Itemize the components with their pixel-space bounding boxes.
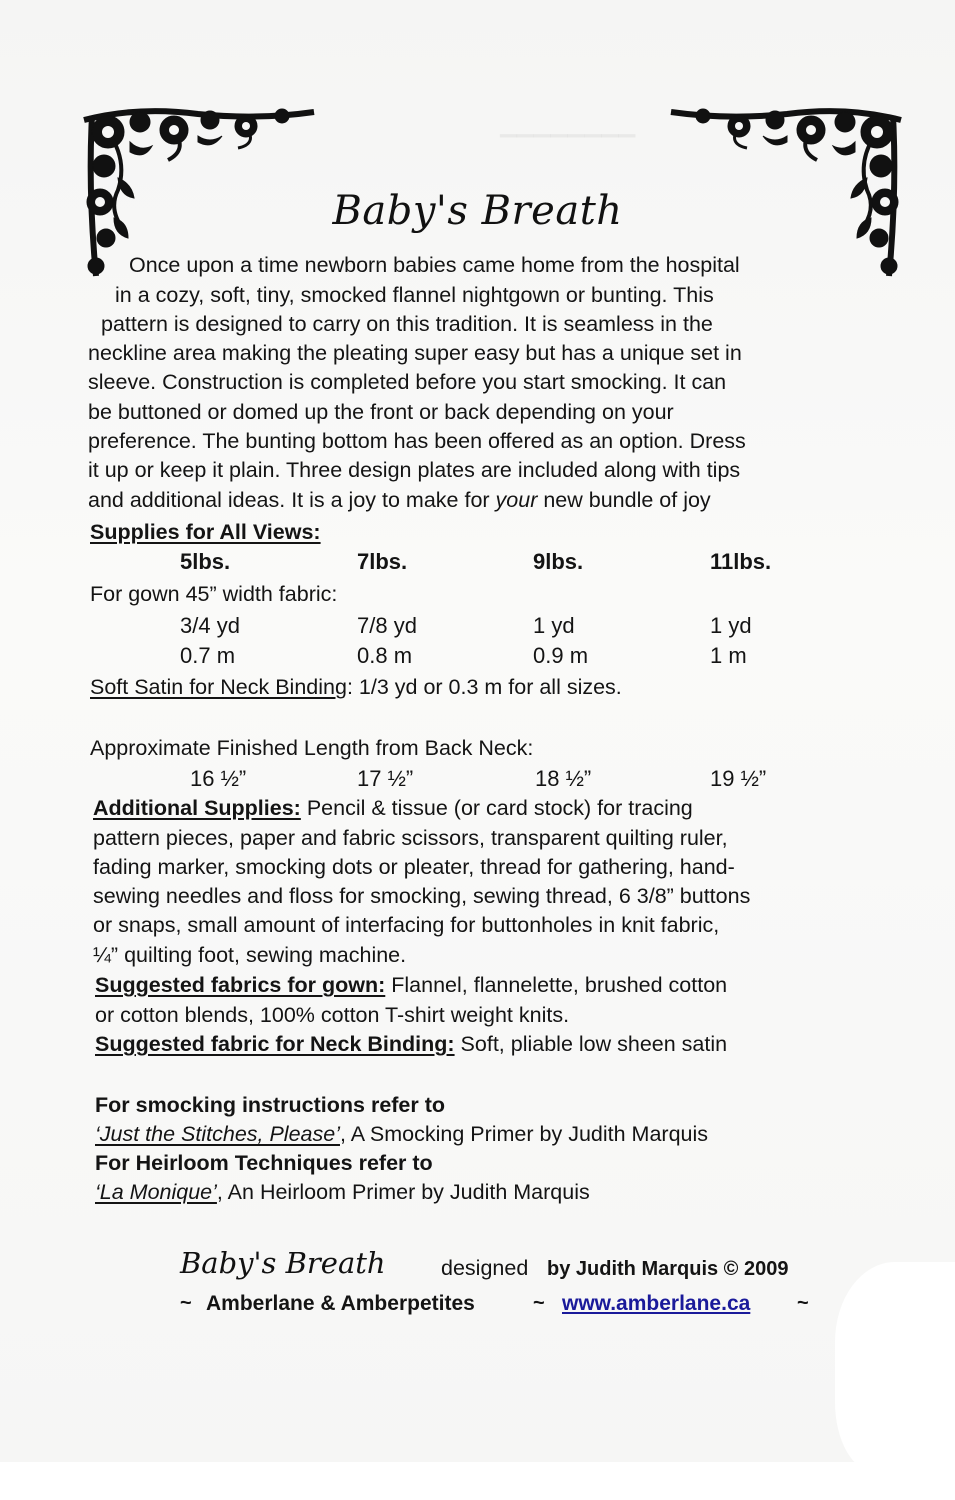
size-header: 9lbs. <box>533 549 584 574</box>
gown-yd: 1 yd <box>710 613 752 638</box>
intro-line: it up or keep it plain. Three design plates are included along with tips <box>88 458 741 482</box>
footer-credit: by Judith Marquis © 2009 <box>547 1258 789 1280</box>
gown-yd: 3/4 yd <box>180 613 240 638</box>
heirloom-ref-heading: For Heirloom Techniques refer to <box>95 1151 433 1175</box>
additional-line: fading marker, smocking dots or pleater, thread for gathering, hand- <box>93 855 735 879</box>
gown-yd: 7/8 yd <box>357 613 417 638</box>
website-link[interactable]: www.amberlane.ca <box>562 1292 751 1315</box>
fabrics-line: Suggested fabrics for gown: Flannel, flannelette, brushed cotton <box>95 973 728 997</box>
heirloom-book-title: ‘La Monique’ <box>95 1180 217 1204</box>
intro-line: neckline area making the pleating super easy but has a unique set in <box>88 341 742 365</box>
smocking-book-title: ‘Just the Stitches, Please’ <box>95 1122 340 1146</box>
footer-tilde: ~ <box>180 1292 192 1314</box>
footer-script-title: Baby's Breath <box>180 1246 386 1280</box>
gown-m: 0.8 m <box>357 643 413 668</box>
length-value: 16 ½” <box>190 766 247 791</box>
additional-line: sewing needles and floss for smocking, sewing thread, 6 3/8” buttons <box>93 884 751 908</box>
fabrics-heading: Suggested fabrics for gown: <box>95 973 386 997</box>
scan-edge <box>0 1462 955 1500</box>
footer-tilde: ~ <box>533 1292 545 1314</box>
intro-line: preference. The bunting bottom has been offered as an option. Dress <box>88 429 746 453</box>
binding-line: Suggested fabric for Neck Binding: Soft, pliable low sheen satin <box>95 1032 728 1056</box>
satin-label: Soft Satin for Neck Binding <box>90 675 347 699</box>
length-value: 18 ½” <box>535 766 592 791</box>
supplies-heading: Supplies for All Views: <box>90 520 321 544</box>
gown-fabric-label: For gown 45” width fabric: <box>90 582 338 606</box>
page-title: Baby's Breath <box>332 188 623 234</box>
length-label: Approximate Finished Length from Back Neck: <box>90 736 534 760</box>
footer-tilde: ~ <box>797 1292 809 1314</box>
intro-line: Once upon a time newborn babies came home from the hospital <box>129 253 740 277</box>
additional-line: pattern pieces, paper and fabric scissors, transparent quilting ruler, <box>93 826 728 850</box>
size-header: 5lbs. <box>180 549 231 574</box>
gown-m: 0.9 m <box>533 643 589 668</box>
footer-designed: designed <box>441 1256 529 1280</box>
gown-yd: 1 yd <box>533 613 575 638</box>
torn-edge <box>835 1262 955 1472</box>
heirloom-ref: ‘La Monique’, An Heirloom Primer by Judith Marquis <box>95 1180 590 1204</box>
smocking-ref: ‘Just the Stitches, Please’, A Smocking Primer by Judith Marquis <box>95 1122 709 1146</box>
intro-line: be buttoned or domed up the front or back depending on your <box>88 400 674 424</box>
intro-line: in a cozy, soft, tiny, smocked flannel nightgown or bunting. This <box>115 283 714 307</box>
footer-company: Amberlane & Amberpetites <box>206 1292 475 1315</box>
gown-m: 1 m <box>710 643 747 668</box>
binding-heading: Suggested fabric for Neck Binding: <box>95 1032 455 1056</box>
intro-line-last: and additional ideas. It is a joy to make for your new bundle of joy <box>88 488 711 512</box>
bleed-through: ▁▁▁▁▁▁▁▁ <box>500 112 636 137</box>
size-header: 7lbs. <box>357 549 408 574</box>
fabrics-line: or cotton blends, 100% cotton T-shirt weight knits. <box>95 1003 570 1027</box>
satin-line: Soft Satin for Neck Binding: 1/3 yd or 0.3 m for all sizes. <box>90 675 622 699</box>
additional-line: ¼” quilting foot, sewing machine. <box>93 943 407 967</box>
length-value: 19 ½” <box>710 766 767 791</box>
intro-line: sleeve. Construction is completed before you start smocking. It can <box>88 370 727 394</box>
additional-line: or snaps, small amount of interfacing for buttonholes in knit fabric, <box>93 913 720 937</box>
smocking-ref-heading: For smocking instructions refer to <box>95 1093 446 1117</box>
gown-m: 0.7 m <box>180 643 236 668</box>
size-header: 11lbs. <box>710 549 772 574</box>
length-value: 17 ½” <box>357 766 414 791</box>
additional-heading: Additional Supplies: <box>93 796 301 820</box>
additional-line: Additional Supplies: Pencil & tissue (or card stock) for tracing <box>93 796 693 820</box>
intro-line: pattern is designed to carry on this tradition. It is seamless in the <box>101 312 713 336</box>
